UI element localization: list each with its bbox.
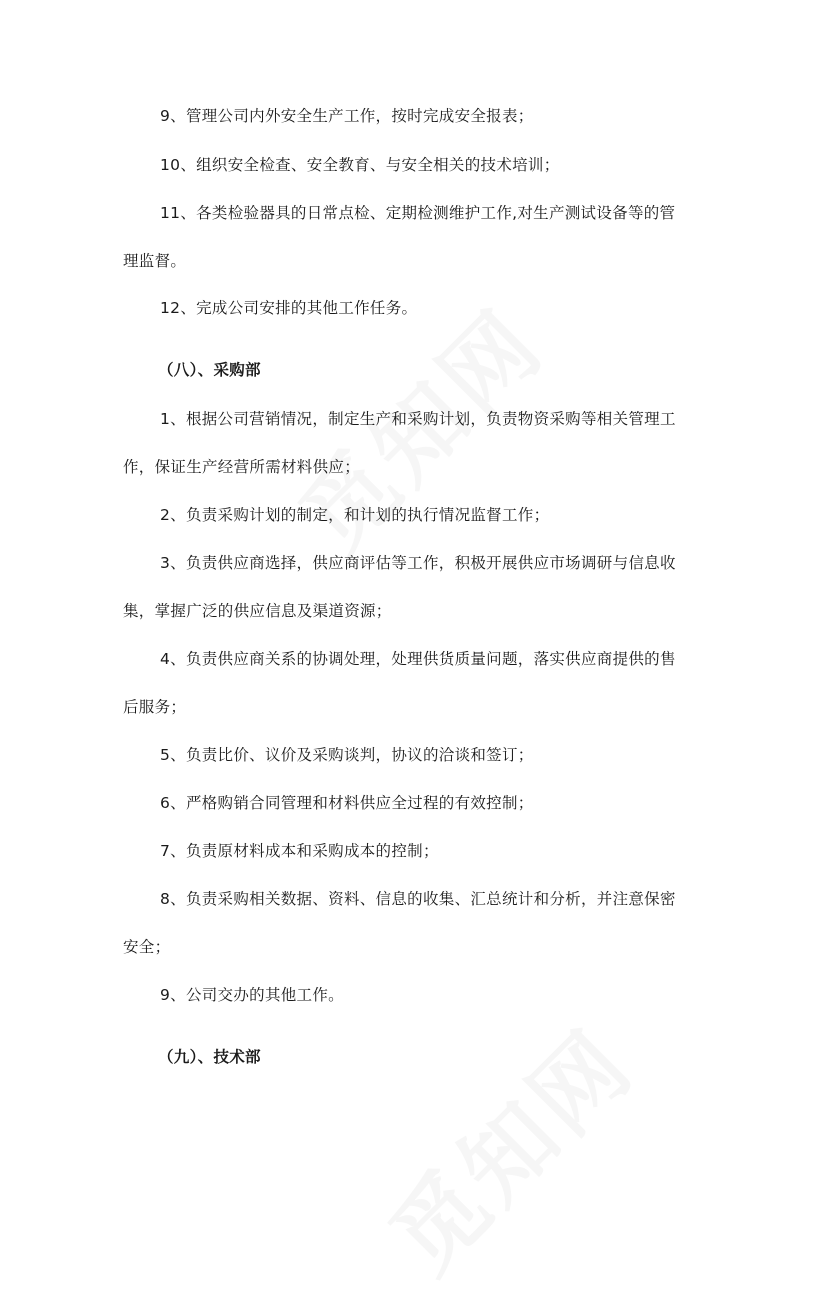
section-heading: （九）、技术部 bbox=[158, 1048, 261, 1066]
watermark bbox=[356, 995, 657, 1296]
list-item-continuation: 集，掌握广泛的供应信息及渠道资源； bbox=[123, 602, 392, 620]
list-item-line: 3、负责供应商选择，供应商评估等工作，积极开展供应市场调研与信息收 bbox=[160, 554, 676, 572]
list-item-line: 12、完成公司安排的其他工作任务。 bbox=[160, 299, 418, 317]
list-item-line: 9、公司交办的其他工作。 bbox=[160, 986, 344, 1004]
section-heading: （八）、采购部 bbox=[158, 361, 261, 379]
list-item-continuation: 作，保证生产经营所需材料供应； bbox=[123, 458, 361, 476]
list-item-continuation: 后服务； bbox=[123, 698, 187, 716]
list-item-line: 8、负责采购相关数据、资料、信息的收集、汇总统计和分析，并注意保密 bbox=[160, 890, 676, 908]
list-item-line: 2、负责采购计划的制定，和计划的执行情况监督工作； bbox=[160, 506, 550, 524]
list-item-line: 10、组织安全检查、安全教育、与安全相关的技术培训； bbox=[160, 156, 560, 174]
list-item-continuation: 理监督。 bbox=[123, 252, 187, 270]
list-item-line: 5、负责比价、议价及采购谈判，协议的洽谈和签订； bbox=[160, 746, 534, 764]
list-item-line: 4、负责供应商关系的协调处理，处理供货质量问题，落实供应商提供的售 bbox=[160, 650, 676, 668]
list-item-continuation: 安全； bbox=[123, 938, 171, 956]
list-item-line: 6、严格购销合同管理和材料供应全过程的有效控制； bbox=[160, 794, 534, 812]
list-item-line: 9、管理公司内外安全生产工作，按时完成安全报表； bbox=[160, 107, 534, 125]
list-item-line: 7、负责原材料成本和采购成本的控制； bbox=[160, 842, 439, 860]
list-item-line: 1、根据公司营销情况，制定生产和采购计划，负责物资采购等相关管理工 bbox=[160, 410, 676, 428]
list-item-line: 11、各类检验器具的日常点检、定期检测维护工作,对生产测试设备等的管 bbox=[160, 204, 676, 222]
